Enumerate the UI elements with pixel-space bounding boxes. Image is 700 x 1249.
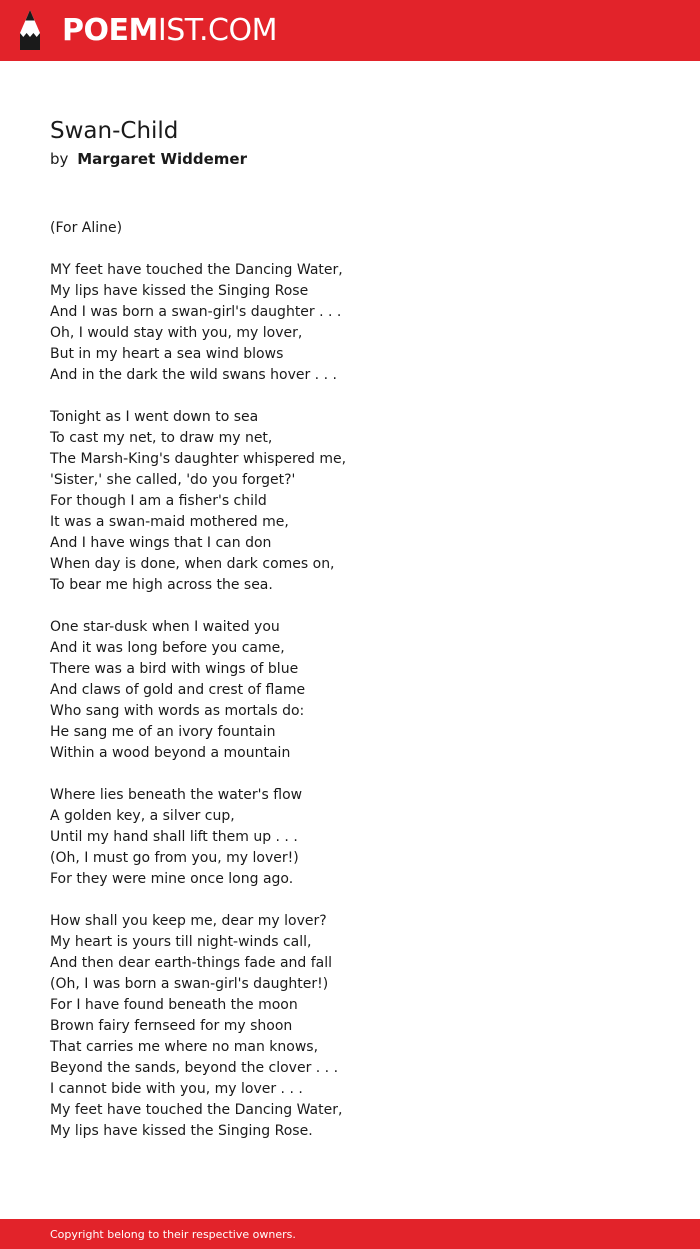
poem-line: One star-dusk when I waited you	[50, 619, 280, 635]
site-footer	[0, 1219, 700, 1249]
stanza-break	[50, 764, 650, 785]
logo-bold-text: POEM	[62, 13, 158, 48]
poem-line: That carries me where no man knows,	[50, 1039, 319, 1055]
poem-line: Brown fairy fernseed for my shoon	[50, 1018, 293, 1034]
poem-line: Within a wood beyond a mountain	[50, 745, 291, 761]
poem-line: And claws of gold and crest of flame	[50, 682, 306, 698]
poem-line: Oh, I would stay with you, my lover,	[50, 325, 303, 341]
poem-line: MY feet have touched the Dancing Water,	[50, 262, 343, 278]
poem-line: But in my heart a sea wind blows	[50, 346, 284, 362]
poem-line: For they were mine once long ago.	[50, 871, 294, 887]
poem-line: Until my hand shall lift them up . . .	[50, 829, 298, 845]
poem-line: And it was long before you came,	[50, 640, 285, 656]
stanza-break	[50, 239, 650, 260]
poem-line: And then dear earth-things fade and fall	[50, 955, 333, 971]
poem-line: There was a bird with wings of blue	[50, 661, 299, 677]
poem-line: For though I am a fisher's child	[50, 493, 267, 509]
poem-line: Tonight as I went down to sea	[50, 409, 259, 425]
pencil-icon[interactable]	[16, 9, 44, 51]
poem-line: To cast my net, to draw my net,	[50, 430, 273, 446]
poem-line: Who sang with words as mortals do:	[50, 703, 305, 719]
poem-line: Beyond the sands, beyond the clover . . .	[50, 1060, 339, 1076]
site-header	[0, 0, 700, 61]
copyright-text: Copyright belong to their respective owners.	[50, 1228, 296, 1241]
poem-line: And in the dark the wild swans hover . . .	[50, 367, 337, 383]
poem-title: Swan-Child	[50, 118, 179, 144]
stanza-break	[50, 386, 650, 407]
poem-body	[50, 218, 650, 1142]
poem-line: My lips have kissed the Singing Rose	[50, 283, 309, 299]
byline	[50, 148, 247, 170]
poem-line: My heart is yours till night-winds call,	[50, 934, 312, 950]
author-name: Margaret Widdemer	[77, 150, 247, 168]
poem-line: The Marsh-King's daughter whispered me,	[50, 451, 347, 467]
stanza-break	[50, 596, 650, 617]
poem-line: (For Aline)	[50, 220, 123, 236]
poem-line: To bear me high across the sea.	[50, 577, 273, 593]
poem-line: I cannot bide with you, my lover . . .	[50, 1081, 303, 1097]
poem-line: He sang me of an ivory fountain	[50, 724, 276, 740]
by-label: by	[50, 150, 69, 168]
site-logo[interactable]	[62, 12, 277, 50]
poem-line: (Oh, I must go from you, my lover!)	[50, 850, 299, 866]
poem-line: (Oh, I was born a swan-girl's daughter!)	[50, 976, 329, 992]
poem-line: When day is done, when dark comes on,	[50, 556, 335, 572]
poem-line: How shall you keep me, dear my lover?	[50, 913, 327, 929]
poem-line: A golden key, a silver cup,	[50, 808, 235, 824]
poem-line: And I have wings that I can don	[50, 535, 272, 551]
poem-line: Where lies beneath the water's flow	[50, 787, 303, 803]
stanza-break	[50, 890, 650, 911]
poem-line: And I was born a swan-girl's daughter . . .	[50, 304, 342, 320]
poem-line: My lips have kissed the Singing Rose.	[50, 1123, 313, 1139]
logo-light-text: IST.COM	[157, 13, 277, 48]
poem-line: It was a swan-maid mothered me,	[50, 514, 289, 530]
poem-line: My feet have touched the Dancing Water,	[50, 1102, 343, 1118]
poem-line: 'Sister,' she called, 'do you forget?'	[50, 472, 296, 488]
poem-line: For I have found beneath the moon	[50, 997, 298, 1013]
